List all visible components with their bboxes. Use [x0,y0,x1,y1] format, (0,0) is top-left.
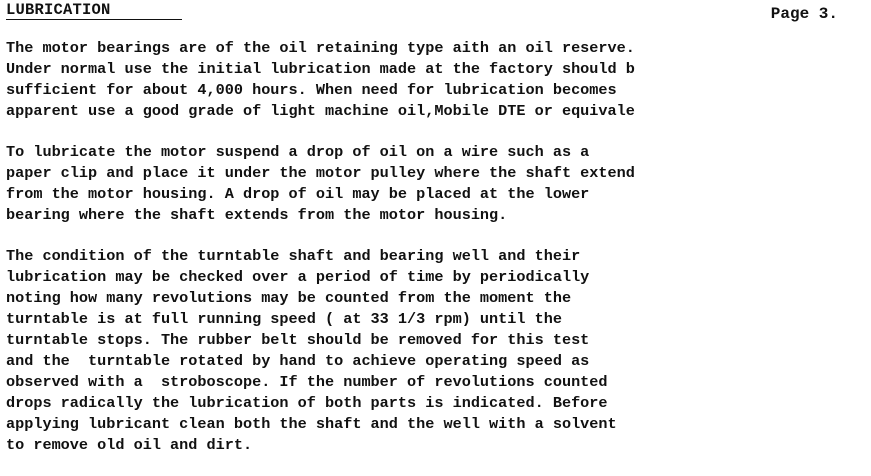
text-line: To lubricate the motor suspend a drop of oil on a wire such as a [6,143,590,161]
text-line: drops radically the lubrication of both parts is indicated. Before [6,394,608,412]
text-line: lubrication may be checked over a period of time by periodically [6,268,590,286]
paragraph-turntable-condition [6,246,868,456]
text-line: The motor bearings are of the oil retaining type aith an oil reserve. [6,39,635,57]
text-line: bearing where the shaft extends from the motor housing. [6,206,508,224]
text-line: noting how many revolutions may be counted from the moment the [6,289,572,307]
text-line: turntable is at full running speed ( at 33 1/3 rpm) until the [6,310,562,328]
text-line: to remove old oil and dirt. [6,436,253,454]
text-line: Under normal use the initial lubrication made at the factory should b [6,60,635,78]
page-header [6,0,866,24]
paragraph-bearings [6,38,868,122]
text-line: The condition of the turntable shaft and bearing well and their [6,247,581,265]
title-underline [6,19,182,20]
text-line: turntable stops. The rubber belt should be removed for this test [6,331,590,349]
text-line: applying lubricant clean both the shaft and the well with a solvent [6,415,617,433]
text-line: from the motor housing. A drop of oil may be placed at the lower [6,185,590,203]
page-number: Page 3. [770,5,838,23]
paragraph-lubricate-motor [6,142,868,226]
text-line: apparent use a good grade of light machine oil,Mobile DTE or equivale [6,102,635,120]
text-line: sufficient for about 4,000 hours. When need for lubrication becomes [6,81,617,99]
section-title: LUBRICATION [6,1,111,19]
text-line: and the turntable rotated by hand to achieve operating speed as [6,352,590,370]
document-body [6,38,868,476]
text-line: paper clip and place it under the motor pulley where the shaft extend [6,164,635,182]
text-line: observed with a stroboscope. If the number of revolutions counted [6,373,608,391]
